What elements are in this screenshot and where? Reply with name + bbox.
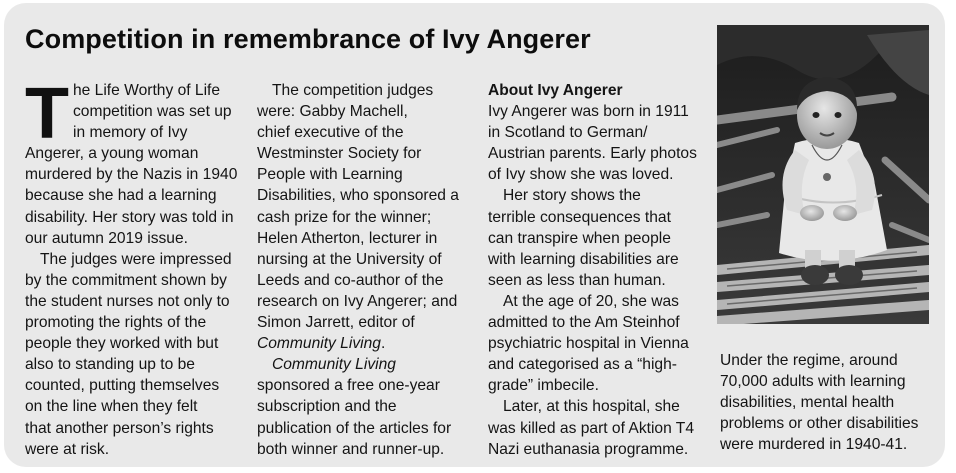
- text-line: Under the regime, around: [720, 352, 898, 369]
- text-line: Leeds and co-author of the: [257, 271, 444, 289]
- text-line: People with Learning: [257, 166, 403, 184]
- paragraph-intro: [25, 74, 243, 249]
- paragraph-judges: [257, 80, 472, 354]
- text-line: by the commitment shown by: [25, 271, 227, 289]
- publication-name: Community Living: [272, 356, 396, 374]
- text-line: Angerer, a young woman: [25, 145, 199, 163]
- paragraph-story: [488, 185, 710, 290]
- text-line: people they worked with but: [25, 335, 219, 353]
- text-line: admitted to the Am Steinhof: [488, 314, 680, 332]
- publication-name: Community Living: [257, 335, 381, 353]
- text-line: competition was set up: [72, 103, 232, 121]
- text-line: that another person’s rights: [25, 419, 214, 437]
- text-line: chief executive of the: [257, 124, 404, 142]
- column-3: [488, 80, 710, 460]
- text-line: both winner and runner-up.: [257, 440, 445, 458]
- text-line: problems or other disabilities: [720, 415, 919, 433]
- paragraph-regime: [720, 350, 935, 455]
- period: .: [380, 335, 386, 353]
- text-line: because she had a learning: [25, 187, 217, 205]
- text-line: [257, 354, 472, 375]
- paragraph-hospital: [488, 291, 710, 396]
- text-line: counted, putting themselves: [25, 377, 220, 395]
- text-line: on the line when they felt: [25, 398, 198, 416]
- text-line: were: Gabby Machell,: [257, 103, 408, 121]
- text-line: our autumn 2019 issue.: [25, 229, 188, 247]
- text-line: and categorised as a “high-: [488, 356, 677, 374]
- text-line: he Life Worthy of Life: [72, 82, 221, 99]
- text-line: sponsored a free one-year: [257, 377, 440, 395]
- text-line: Helen Atherton, lecturer in: [257, 229, 438, 247]
- article-title: Competition in remembrance of Ivy Angerer: [25, 24, 591, 54]
- column-4: [720, 350, 935, 455]
- text-line: also to standing up to be: [25, 356, 195, 374]
- paragraph-sponsorship: [257, 354, 472, 459]
- text-line: with learning disabilities are: [488, 250, 679, 268]
- text-line: nursing at the University of: [257, 250, 442, 268]
- text-line: The competition judges: [272, 82, 434, 99]
- photo-illustration: [717, 25, 929, 324]
- text-line: terrible consequences that: [488, 208, 671, 226]
- text-line: can transpire when people: [488, 229, 671, 247]
- paragraph-judges-impressed: [25, 249, 243, 460]
- text-line: psychiatric hospital in Vienna: [488, 335, 689, 353]
- text-line: disabilities, mental health: [720, 394, 895, 412]
- text-line: [257, 333, 472, 354]
- paragraph-birth: [488, 101, 710, 185]
- text-line: Disabilities, who sponsored a: [257, 187, 459, 205]
- text-line: the student nurses not only to: [25, 292, 230, 310]
- text-line: subscription and the: [257, 398, 397, 416]
- text-line: Austrian parents. Early photos: [488, 145, 697, 163]
- drop-cap: T: [25, 74, 69, 154]
- text-line: Simon Jarrett, editor of: [257, 314, 415, 332]
- column-2: [257, 80, 472, 460]
- column-1: [25, 74, 243, 460]
- text-line: in memory of Ivy: [72, 124, 188, 142]
- text-line: research on Ivy Angerer; and: [257, 292, 458, 310]
- section-heading: About Ivy Angerer: [488, 82, 623, 99]
- ivy-angerer-photo: [717, 25, 929, 324]
- text-line: were murdered in 1940-41.: [720, 436, 908, 454]
- text-line: Her story shows the: [503, 187, 641, 205]
- text-line: were at risk.: [25, 440, 110, 458]
- text-line: publication of the articles for: [257, 419, 452, 437]
- text-line: Ivy Angerer was born in 1911: [488, 103, 689, 121]
- text-line: promoting the rights of the: [25, 314, 207, 332]
- text-line: Westminster Society for: [257, 145, 422, 163]
- text-line: seen as less than human.: [488, 271, 666, 289]
- paragraph-killed: [488, 396, 710, 459]
- text-line: grade” imbecile.: [488, 377, 599, 395]
- text-line: in Scotland to German/: [488, 124, 648, 142]
- text-line: disability. Her story was told in: [25, 208, 234, 226]
- text-line: The judges were impressed: [40, 250, 232, 268]
- text-line: Later, at this hospital, she: [503, 398, 680, 416]
- text-line: 70,000 adults with learning: [720, 373, 906, 391]
- text-line: Nazi euthanasia programme.: [488, 440, 689, 458]
- text-line: cash prize for the winner;: [257, 208, 432, 226]
- text-line: was killed as part of Aktion T4: [488, 419, 694, 437]
- text-line: murdered by the Nazis in 1940: [25, 166, 238, 184]
- text-line: of Ivy show she was loved.: [488, 166, 674, 184]
- text-line: At the age of 20, she was: [503, 292, 679, 310]
